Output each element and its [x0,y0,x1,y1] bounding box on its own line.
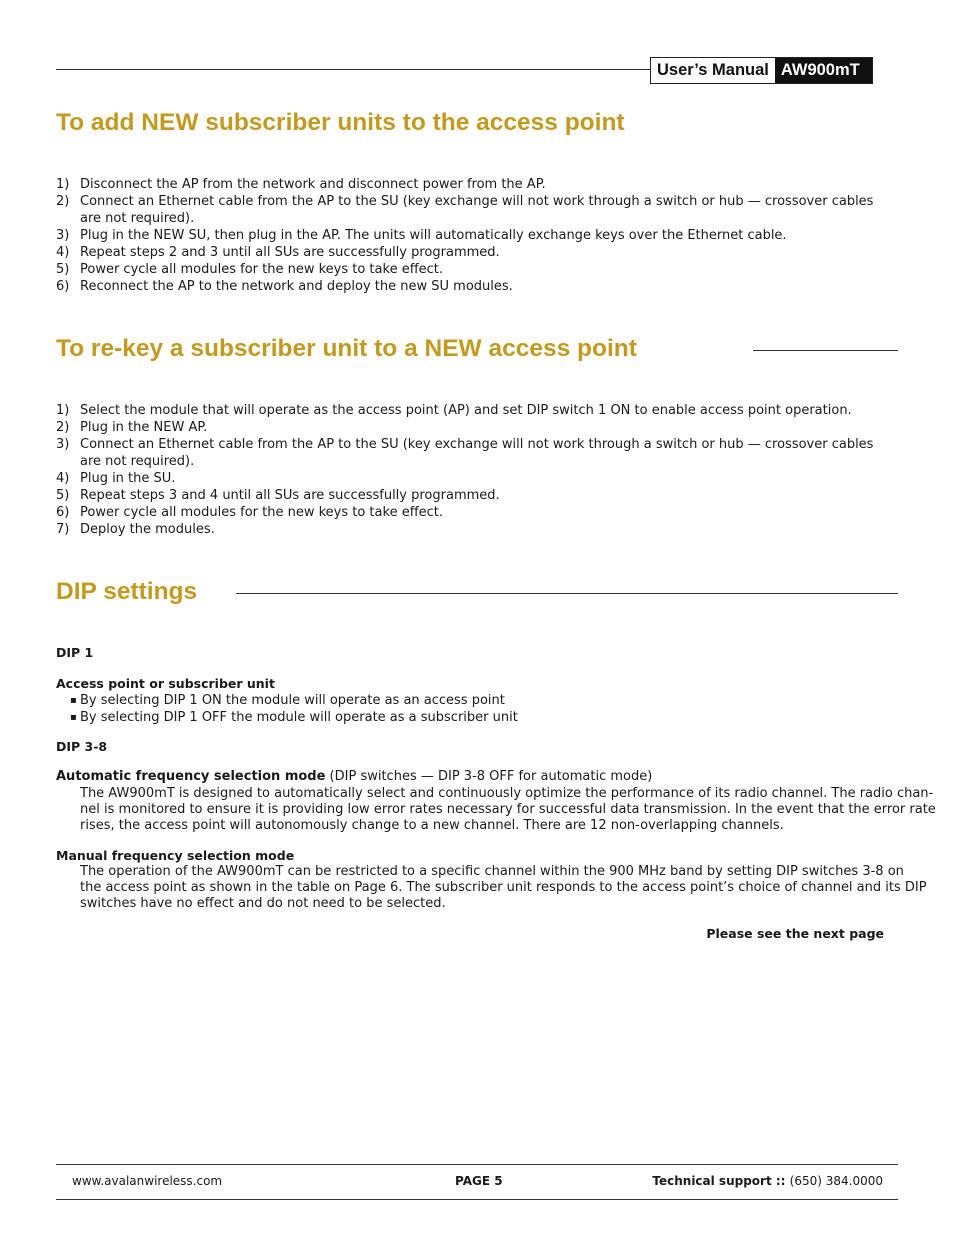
step-text: Repeat steps 2 and 3 until all SUs are successfully programmed. [80,245,500,260]
step-number: 6) [56,279,70,294]
manual-mode-heading: Manual frequency selection mode [56,848,295,863]
description-line: nel is monitored to ensure it is providing low error rates necessary for successful data transmission. In the event that the error rate [80,802,936,817]
step-item [56,419,886,436]
step-item [56,521,886,538]
add-subscribers-steps [56,176,886,295]
support-label: Technical support [652,1174,772,1188]
section-title-add-subscribers: To add NEW subscriber units to the access point [56,109,625,136]
step-number: 2) [56,420,70,435]
step-item [56,244,886,261]
header-badge [650,57,873,84]
footer-support [652,1173,883,1189]
step-text: Connect an Ethernet cable from the AP to the SU (key exchange will not work through a switch or hub — crossover cables are not required). [80,194,874,226]
step-item [56,278,886,295]
dip1-bullets [56,692,870,726]
step-item [56,261,886,278]
step-number: 4) [56,471,70,486]
section-title-rekey: To re-key a subscriber unit to a NEW access point [56,335,637,362]
dip1-heading: Access point or subscriber unit [56,676,275,691]
auto-mode-line [56,769,652,785]
description-line: The AW900mT is designed to automatically select and continuously optimize the performance of its radio channel. The radio chan- [80,786,934,801]
step-item [56,227,886,244]
step-item [56,193,886,227]
header-rule [56,69,650,70]
section-rule-dip [236,593,898,594]
step-text: Connect an Ethernet cable from the AP to the SU (key exchange will not work through a switch or hub — crossover cables are not required). [80,437,874,469]
step-item [56,436,886,470]
step-item [56,504,886,521]
step-text: Deploy the modules. [80,522,215,537]
model-label: AW900mT [775,58,872,83]
step-text: Plug in the NEW AP. [80,420,208,435]
step-number: 5) [56,488,70,503]
dip1-label: DIP 1 [56,645,94,660]
step-number: 3) [56,437,70,452]
step-text: Reconnect the AP to the network and deploy the new SU modules. [80,279,513,294]
step-text: Plug in the SU. [80,471,176,486]
auto-mode-heading: Automatic frequency selection mode [56,769,326,784]
step-text: Repeat steps 3 and 4 until all SUs are successfully programmed. [80,488,500,503]
step-item [56,402,886,419]
step-item [56,176,886,193]
section-title-dip-settings: DIP settings [56,578,198,605]
step-item [56,470,886,487]
step-number: 1) [56,177,70,192]
rekey-steps [56,402,886,538]
support-phone: (650) 384.0000 [789,1174,883,1188]
step-number: 4) [56,245,70,260]
dip1-bullet-item: ▪ By selecting DIP 1 OFF the module will operate as a subscriber unit [70,709,870,726]
footer-website[interactable]: www.avalanwireless.com [72,1174,223,1188]
description-line: the access point as shown in the table on Page 6. The subscriber unit responds to the access point’s choice of channel and its DIP [80,880,927,895]
dip1-bullet-item: ▪ By selecting DIP 1 ON the module will operate as an access point [70,692,870,709]
dip38-label: DIP 3-8 [56,739,108,754]
next-page-note: Please see the next page [706,926,884,941]
manual-mode-description [80,864,927,912]
step-text: Plug in the NEW SU, then plug in the AP. The units will automatically exchange keys over the Ethernet cable. [80,228,787,243]
description-line: switches have no effect and do not need to be selected. [80,896,446,911]
manual-label: User’s Manual [651,58,775,83]
description-line: rises, the access point will autonomously change to a new channel. There are 12 non-overlapping channels. [80,818,784,833]
footer-rule-bottom [56,1199,898,1200]
section-rule-rekey [753,350,898,351]
auto-mode-description [80,786,936,834]
step-number: 5) [56,262,70,277]
footer-page-number: PAGE 5 [455,1174,503,1188]
step-item [56,487,886,504]
auto-mode-note: (DIP switches — DIP 3-8 OFF for automatic mode) [325,769,653,784]
step-number: 2) [56,194,70,209]
step-number: 1) [56,403,70,418]
step-number: 7) [56,522,70,537]
footer-rule-top [56,1164,898,1165]
step-number: 6) [56,505,70,520]
step-text: Power cycle all modules for the new keys to take effect. [80,505,444,520]
support-separator: :: [771,1174,790,1188]
description-line: The operation of the AW900mT can be restricted to a specific channel within the 900 MHz band by setting DIP switches 3-8 on [80,864,904,879]
step-number: 3) [56,228,70,243]
step-text: Power cycle all modules for the new keys to take effect. [80,262,444,277]
step-text: Disconnect the AP from the network and disconnect power from the AP. [80,177,546,192]
step-text: Select the module that will operate as the access point (AP) and set DIP switch 1 ON to enable access point operation. [80,403,852,418]
